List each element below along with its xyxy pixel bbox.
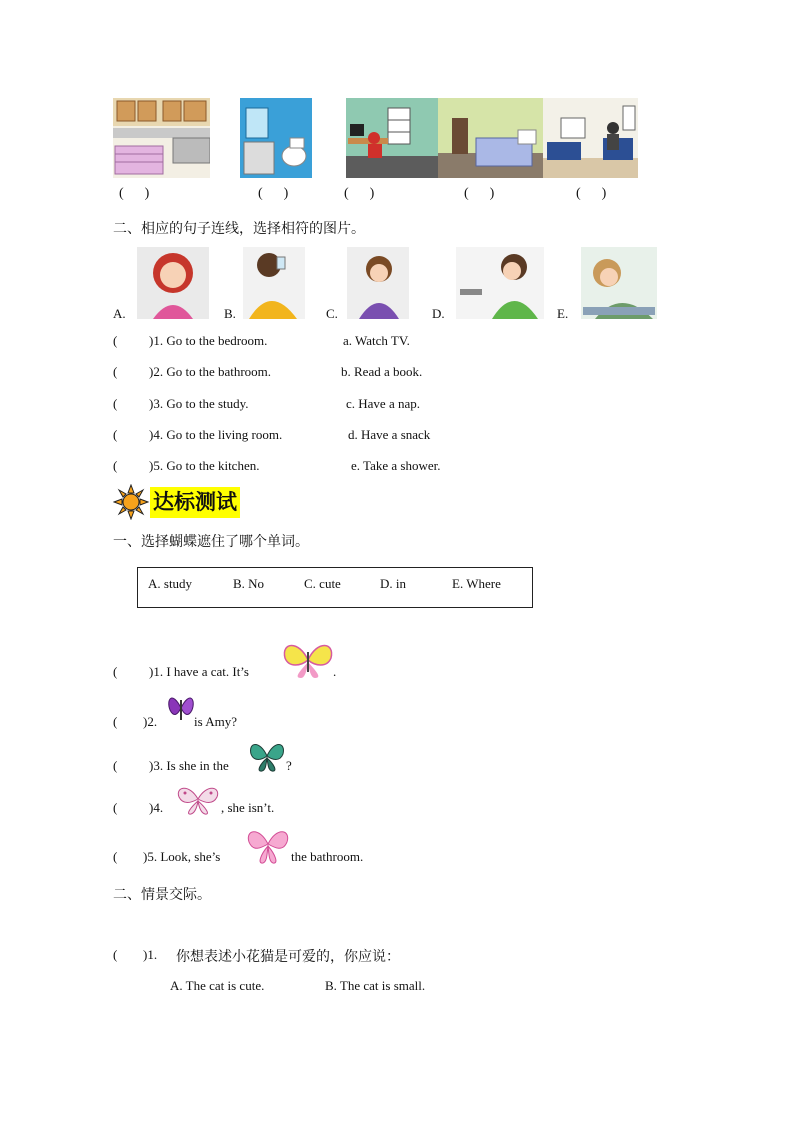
match-row-question: )2. Go to the bathroom.	[149, 364, 272, 379]
match-row-paren[interactable]: (	[113, 427, 118, 442]
section-title-butterfly: 一、选择蝴蝶遮住了哪个单词。	[113, 534, 309, 550]
match-row-question: )1. Go to the bedroom.	[149, 333, 268, 348]
butterfly-q1-end: .	[333, 664, 337, 679]
study-picture	[346, 98, 438, 178]
match-row-paren[interactable]: (	[113, 396, 118, 411]
match-row-answer: c. Have a nap.	[346, 396, 420, 411]
dialog-q1-paren[interactable]: (	[113, 947, 118, 962]
answer-blank-3[interactable]: ( )	[344, 186, 375, 201]
butterfly-q5-end: the bathroom.	[291, 849, 364, 864]
butterfly-q2-end: is Amy?	[194, 714, 237, 729]
butterfly-q2-text: )2.	[143, 714, 158, 729]
butterfly-q3-end: ?	[286, 758, 292, 773]
choice-c: C. cute	[304, 576, 341, 591]
option-letter-e: E.	[557, 306, 569, 321]
match-row-answer: d. Have a snack	[348, 427, 431, 442]
picture-a-girl	[137, 247, 209, 319]
choice-d: D. in	[380, 576, 406, 591]
butterfly-q4-text: )4.	[149, 800, 164, 815]
option-letter-c: C.	[326, 306, 338, 321]
butterfly-icon	[281, 640, 335, 680]
butterfly-q5-paren[interactable]: (	[113, 849, 118, 864]
section-badge: 达标测试	[150, 487, 240, 518]
option-letter-d: D.	[432, 306, 445, 321]
answer-blank-4[interactable]: ( )	[464, 186, 495, 201]
match-row-paren[interactable]: (	[113, 364, 118, 379]
match-row-question: )4. Go to the living room.	[149, 427, 283, 442]
picture-d-boy-remote	[456, 247, 544, 319]
bathroom-picture	[240, 98, 312, 178]
butterfly-q2-paren[interactable]: (	[113, 714, 118, 729]
answer-blank-1[interactable]: ( )	[119, 186, 150, 201]
match-row-question: )5. Go to the kitchen.	[149, 458, 260, 473]
sun-icon	[113, 484, 149, 520]
answer-blank-2[interactable]: ( )	[258, 186, 289, 201]
dialog-q1-number: )1.	[143, 947, 158, 962]
bedroom-picture	[438, 98, 543, 178]
butterfly-q1-text: )1. I have a cat. It’s	[149, 664, 249, 679]
butterfly-icon	[248, 740, 286, 772]
match-row-question: )3. Go to the study.	[149, 396, 249, 411]
dialog-q1-option-a[interactable]: A. The cat is cute.	[170, 978, 265, 993]
butterfly-icon	[166, 690, 196, 726]
match-row-paren[interactable]: (	[113, 458, 118, 473]
choice-e: E. Where	[452, 576, 501, 591]
option-letter-a: A.	[113, 306, 126, 321]
butterfly-icon	[245, 826, 291, 864]
match-row-answer: b. Read a book.	[341, 364, 423, 379]
section-title-dialog: 二、情景交际。	[113, 887, 211, 903]
picture-c-boy-tv	[347, 247, 409, 319]
picture-b-boy-drinking	[243, 247, 305, 319]
butterfly-q3-text: )3. Is she in the	[149, 758, 229, 773]
butterfly-icon	[175, 783, 221, 815]
choice-a: A. study	[148, 576, 193, 591]
picture-e-girl-nap	[581, 247, 657, 319]
butterfly-q5-text: )5. Look, she’s	[143, 849, 221, 864]
butterfly-q3-paren[interactable]: (	[113, 758, 118, 773]
match-row-paren[interactable]: (	[113, 333, 118, 348]
match-row-answer: a. Watch TV.	[343, 333, 410, 348]
dialog-q1-prompt: 你想表述小花猫是可爱的，你应说：	[176, 949, 400, 965]
section-title-match: 二、相应的句子连线，选择相符的图片。	[113, 221, 365, 237]
dialog-q1-option-b[interactable]: B. The cat is small.	[325, 978, 426, 993]
match-row-answer: e. Take a shower.	[351, 458, 441, 473]
kitchen-picture	[113, 98, 210, 178]
answer-blank-5[interactable]: ( )	[576, 186, 607, 201]
butterfly-q4-end: , she isn’t.	[221, 800, 275, 815]
choice-b: B. No	[233, 576, 265, 591]
living-room-picture	[543, 98, 638, 178]
butterfly-q4-paren[interactable]: (	[113, 800, 118, 815]
option-letter-b: B.	[224, 306, 236, 321]
butterfly-q1-paren[interactable]: (	[113, 664, 118, 679]
